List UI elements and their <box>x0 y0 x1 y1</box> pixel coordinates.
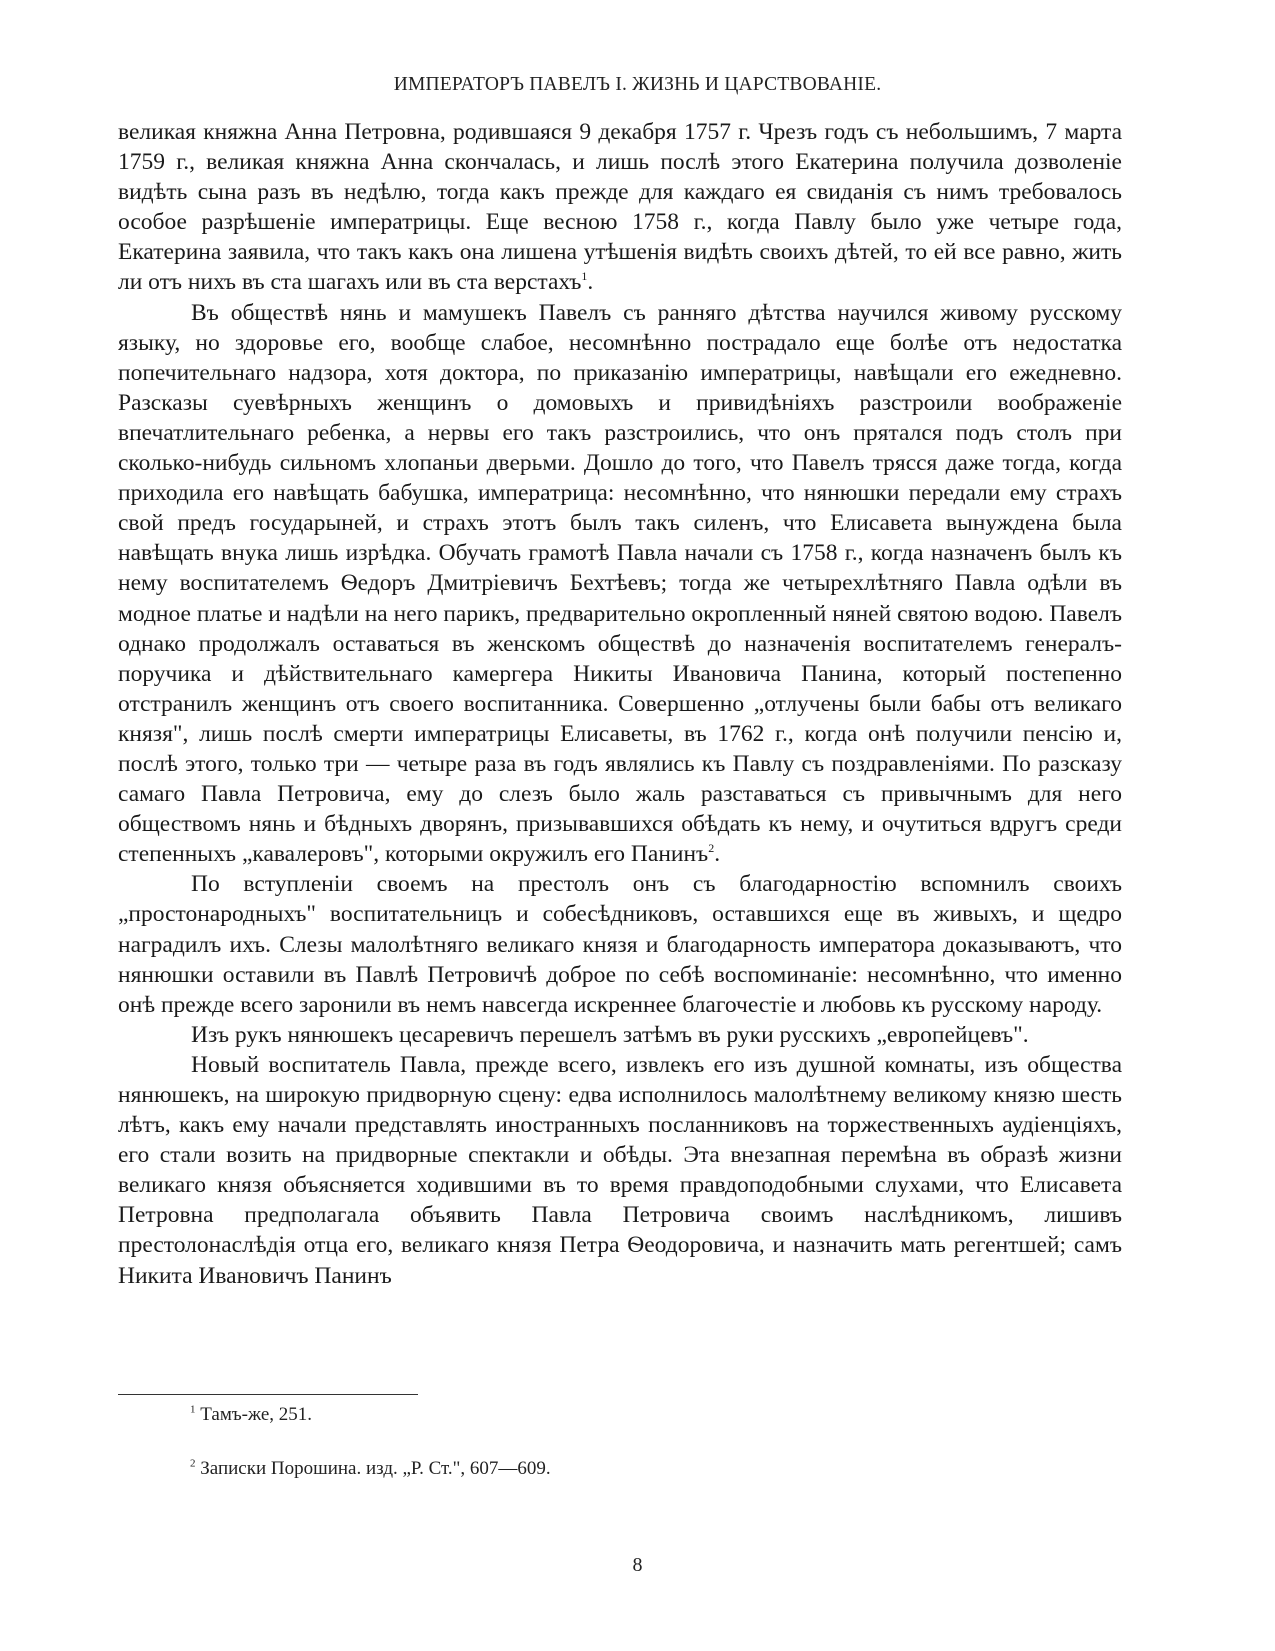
footnote-mark: 2 <box>190 1457 196 1470</box>
footnote-mark: 1 <box>190 1403 196 1416</box>
paragraph-tail: . <box>714 841 721 868</box>
paragraph-text: великая княжна Анна Петровна, родившаяся 9 декабря 1757 г. Чрезъ годъ съ небольшимъ, 7 марта 1759 г., великая княжна Анна скончалась, и лишь послѣ этого Екатерина получила дозволеніе видѣть сына разъ въ недѣлю, тогда какъ прежде для каждаго ея свиданія съ нимъ требовалось особое разрѣшеніе императрицы. Еще весною 1758 г., когда Павлу было уже четыре года, Екатерина заявила, что такъ какъ она лишена утѣшенія видѣть своихъ дѣтей, то ей все равно, жить ли отъ нихъ въ ста шагахъ или въ ста верстахъ <box>118 119 1122 296</box>
body-text <box>118 117 1122 1291</box>
footnote-ref[interactable]: 1 <box>581 269 588 284</box>
page-number: 8 <box>632 1554 643 1576</box>
footnote-ref[interactable]: 2 <box>708 841 715 856</box>
paragraph: Новый воспитатель Павла, прежде всего, извлекъ его изъ душной комнаты, изъ общества нянюшекъ, на широкую придворную сцену: едва исполнилось малолѣтнему великому князю шесть лѣтъ, какъ ему начали представлять иностранныхъ посланниковъ на торжественныхъ аудіенціяхъ, его стали возить на придворные спектакли и обѣды. Эта внезапная перемѣна въ образѣ жизни великаго князя объясняется ходившими въ то время правдоподобными слухами, что Елисавета Петровна предполагала объявить Павла Петровича своимъ наслѣдникомъ, лишивъ престолонаслѣдія отца его, великаго князя Петра Ѳеодоровича, и назначить мать регентшей; самъ Никита Ивановичъ Панинъ <box>118 1051 1122 1289</box>
paragraph: Изъ рукъ нянюшекъ цесаревичъ перешелъ затѣмъ въ руки русскихъ „европейцевъ". <box>191 1021 1029 1048</box>
paragraph: По вступленіи своемъ на престолъ онъ съ благодарностію вспомнилъ своихъ „простонародныхъ" воспитательницъ и собесѣдниковъ, оставшихся еще въ живыхъ, и щедро наградилъ ихъ. Слезы малолѣтняго великаго князя и благодарность императора доказываютъ, что нянюшки оставили въ Павлѣ Петровичѣ доброе по себѣ воспоминаніе: несомнѣнно, что именно онѣ прежде всего заронили въ немъ навсегда искреннее благочестіе и любовь къ русскому народу. <box>118 871 1122 1018</box>
paragraph <box>118 298 1122 870</box>
footnote-text: Записки Порошина. изд. „Р. Ст.", 607—609. <box>200 1458 551 1479</box>
footnote-1 <box>190 1404 312 1426</box>
footnote-divider <box>118 1394 418 1395</box>
paragraph-text: Въ обществѣ нянь и мамушекъ Павелъ съ ранняго дѣтства научился живому русскому языку, но здоровье его, вообще слабое, несомнѣнно пострадало еще болѣе отъ недостатка попечительнаго надзора, хотя доктора, по приказанію императрицы, навѣщали его ежедневно. Разсказы суевѣрныхъ женщинъ о домовыхъ и привидѣніяхъ разстроили воображеніе впечатлительнаго ребенка, а нервы его такъ разстроились, что онъ прятался подъ столъ при сколько-нибудь сильномъ хлопаньи дверьми. Дошло до того, что Павелъ трясся даже тогда, когда приходила его навѣщать бабушка, императрица: несомнѣнно, что нянюшки передали ему страхъ свой предъ государыней, и страхъ этотъ былъ такъ силенъ, что Елисавета вынуждена была навѣщать внука лишь изрѣдка. Обучать грамотѣ Павла начали съ 1758 г., когда назначенъ былъ къ нему воспитателемъ Ѳедоръ Дмитріевичъ Бехтѣевъ; тогда же четырехлѣтняго Павла одѣли въ модное платье и надѣли на него парикъ, предварительно окропленный няней святою водою. Павелъ однако продолжалъ оставаться въ женскомъ обществѣ до назначенія воспитателемъ генералъ-поручика и дѣйствительнаго камергера Никиты Ивановича Панина, который постепенно отстранилъ женщинъ отъ своего воспитанника. Совершенно „отлучены были бабы отъ великаго князя", лишь послѣ смерти императрицы Елисаветы, въ 1762 г., когда онѣ получили пенсію и, послѣ этого, только три — четыре раза въ годъ являлись къ Павлу съ поздравленіями. По разсказу самаго Павла Петровича, ему до слезъ было жаль разставаться съ привычнымъ для него обществомъ нянь и бѣдныхъ дворянъ, призывавшихся обѣдать къ нему, и очутиться вдругъ среди степенныхъ „кавалеровъ", которыми окружилъ его Панинъ <box>118 299 1122 868</box>
paragraph-tail: . <box>587 269 594 296</box>
paragraph-continuation <box>118 117 1122 298</box>
footnote-2 <box>190 1458 551 1480</box>
footnote-text: Тамъ-же, 251. <box>200 1404 313 1425</box>
running-title: ИМПЕРАТОРЪ ПАВЕЛЪ I. ЖИЗНЬ И ЦАРСТВОВАНІЕ. <box>393 74 882 95</box>
